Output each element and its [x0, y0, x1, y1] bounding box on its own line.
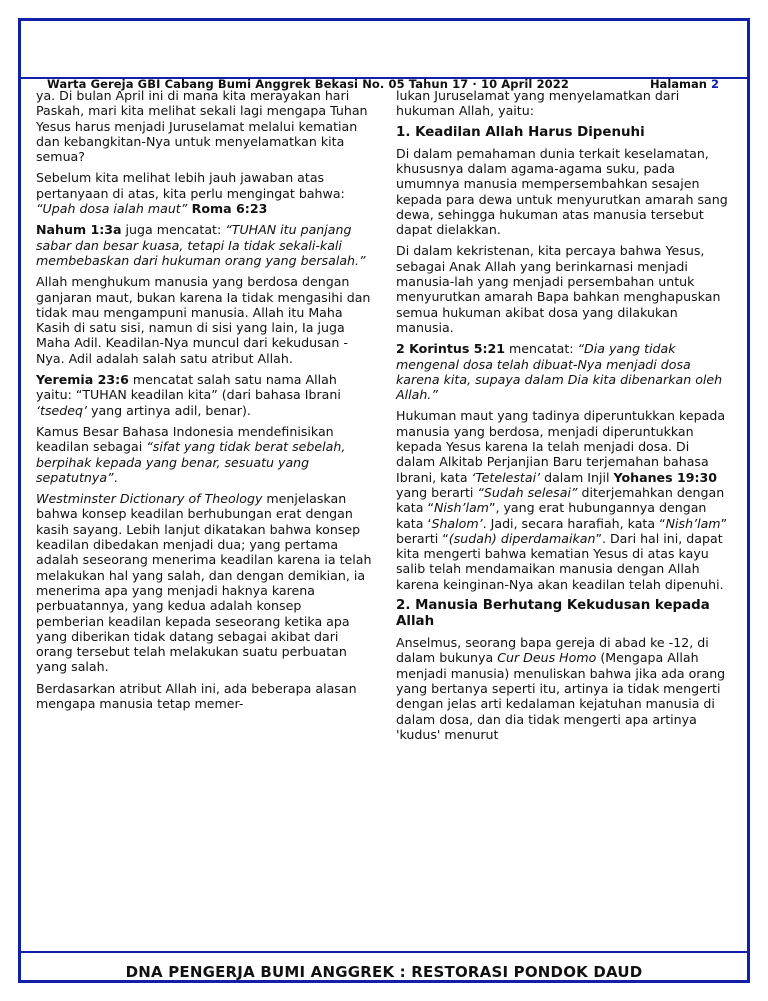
- paragraph: [396, 341, 732, 402]
- text-run: ”. Dari hal ini, dapat kita mengerti bahwa kematian Yesus di atas kayu salib telah mendamaikan manusia dengan Allah karena keinginan-Nya akan keadilan telah dipenuhi.: [396, 530, 724, 592]
- hebrew-term: Nish’lam: [433, 500, 489, 516]
- text-run: mencatat:: [505, 341, 578, 357]
- scripture-quote: “Upah dosa ialah maut”: [36, 201, 188, 217]
- paragraph: [36, 372, 372, 418]
- text-run: mencatat salah satu nama Allah yaitu: “TUHAN keadilan kita” (dari bahasa Ibrani: [36, 372, 341, 403]
- section-heading-1: 1. Keadilan Allah Harus Dipenuhi: [396, 124, 645, 140]
- paragraph: [36, 222, 372, 268]
- page-number-value: 2: [710, 77, 719, 91]
- left-column: [36, 88, 372, 946]
- book-title: Westminster Dictionary of Theology: [36, 491, 263, 507]
- text-run: ” berarti “: [396, 515, 728, 546]
- scripture-reference: Nahum 1:3a: [36, 222, 122, 238]
- text-run: menjelaskan bahwa konsep keadilan berhubungan erat dengan kasih sayang. Lebih lanjut dikatakan bahwa konsep keadilan dibedakan menjadi dua; yang pertama adalah seseorang menerima keadilan karena ia telah melakukan hal yang salah, dan dengan demikian, ia menerima apa yang menjadi haknya karena perbuatannya, yang kedua adalah konsep pemberian keadilan kepada seseorang ketika apa yang diberikan tidak datang sebagai akibat dari orang tersebut telah melakukan suatu perbuatan yang salah.: [36, 491, 372, 675]
- paragraph: [36, 424, 372, 485]
- paragraph: Berdasarkan atribut Allah ini, ada beberapa alasan mengapa manusia tetap memer-: [36, 680, 357, 711]
- text-run: . Jadi, secara harafiah, kata “: [482, 515, 666, 531]
- paragraph: ya. Di bulan April ini di mana kita merayakan hari Paskah, mari kita melihat sekali lagi mengapa Tuhan Yesus harus menjadi Juruselamat melalui kematian dan kebangkitan-Nya untuk menyelamatkan kita semua?: [36, 88, 368, 165]
- footer-banner: DNA PENGERJA BUMI ANGGREK : RESTORASI PONDOK DAUD: [125, 963, 643, 981]
- paragraph: [396, 408, 732, 592]
- greek-term: ‘Tetelestai’: [471, 469, 541, 485]
- hebrew-term: Shalom’: [431, 515, 483, 531]
- text-run: yang berarti: [396, 484, 478, 500]
- paragraph: [36, 491, 372, 675]
- scripture-reference: 2 Korintus 5:21: [396, 341, 506, 357]
- header-title: Warta Gereja GBI Cabang Bumi Anggrek Bekasi No. 05 Tahun 17 · 10 April 2022: [47, 77, 569, 91]
- text-run: yang artinya adil, benar).: [87, 402, 251, 418]
- article-columns: [36, 88, 732, 946]
- text-run: Sebelum kita melihat lebih jauh jawaban atas pertanyaan di atas, kita perlu mengingat bahwa:: [36, 170, 345, 201]
- footer-rule: [21, 951, 747, 953]
- page-header: [21, 21, 747, 91]
- text-run: Kamus Besar Bahasa Indonesia mendefinisikan keadilan sebagai: [36, 423, 334, 455]
- text-run: ”, yang erat hubungannya dengan kata ‘: [396, 500, 707, 531]
- page-label-text: Halaman: [649, 77, 707, 91]
- text-run: .: [113, 469, 118, 485]
- translation-quote: (sudah) diperdamaikan: [448, 530, 596, 546]
- paragraph: lukan Juruselamat yang menyelamatkan dari hukuman Allah, yaitu:: [396, 88, 680, 119]
- translation-quote: “Sudah selesai”: [477, 484, 578, 500]
- definition-quote: “sifat yang tidak berat sebelah, berpihak kepada yang benar, sesuatu yang sepatutnya”: [36, 439, 346, 485]
- paragraph: [396, 635, 732, 742]
- paragraph: Di dalam kekristenan, kita percaya bahwa Yesus, sebagai Anak Allah yang berinkarnasi menjadi manusia-lah yang menjadi persembahan untuk menyurutkan amarah Bapa bahkan menghapuskan semua hukuman akibat dosa yang dilakukan manusia.: [396, 243, 721, 335]
- text-run: dalam Injil: [540, 469, 614, 485]
- paragraph: [36, 170, 372, 216]
- scripture-quote: “TUHAN itu panjang sabar dan besar kuasa, tetapi Ia tidak sekali-kali membebaskan dari hukuman orang yang bersalah.”: [36, 222, 366, 268]
- text-run: (Mengapa Allah menjadi manusia) menuliskan bahwa jika ada orang yang bertanya seperti itu, artinya ia tidak mengerti dengan jelas arti kedalaman kejatuhan manusia di dalam dosa, dan dia tidak mengerti apa artinya 'kudus' menurut: [396, 650, 726, 742]
- text-run: Hukuman maut yang tadinya diperuntukkan kepada manusia yang berdosa, menjadi diperuntukkan kepada Yesus karena Ia telah menjadi dosa. Di dalam Alkitab Perjanjian Baru terjemahan bahasa Ibrani, kata: [396, 408, 726, 485]
- scripture-reference: Yohanes 19:30: [613, 469, 718, 485]
- hebrew-term: ‘tsedeq’: [36, 402, 87, 418]
- book-title: Cur Deus Homo: [497, 650, 597, 666]
- right-column: [396, 88, 732, 946]
- paragraph: Di dalam pemahaman dunia terkait keselamatan, khususnya dalam agama-agama suku, pada umumnya manusia mempersembahkan sesajen kepada para dewa untuk menyurutkan amarah sang dewa, sehingga hukuman atas manusia tersebut dapat dielakkan.: [396, 145, 728, 238]
- hebrew-term: Nish’lam: [665, 515, 721, 531]
- text-run: diterjemahkan dengan kata “: [396, 484, 725, 516]
- section-number: 2.: [396, 597, 411, 613]
- scripture-quote: “Dia yang tidak mengenal dosa telah dibuat-Nya menjadi dosa karena kita, supaya dalam Dia kita dibenarkan oleh Allah.”: [396, 341, 723, 403]
- section-heading-2: [396, 598, 732, 630]
- paragraph: Allah menghukum manusia yang berdosa dengan ganjaran maut, bukan karena Ia tidak mengasihi dan tidak mau mengampuni manusia. Allah itu Maha Kasih di satu sisi, namun di sisi yang lain, Ia juga Maha Adil. Keadilan-Nya muncul dari kekudusan -Nya. Adil adalah salah satu atribut Allah.: [36, 274, 371, 366]
- text-run: Anselmus, seorang bapa gereja di abad ke -12, di dalam bukunya: [396, 635, 709, 666]
- scripture-reference: Yeremia 23:6: [36, 372, 129, 388]
- scripture-reference: Roma 6:23: [187, 201, 268, 217]
- section-title: Manusia Berhutang Kekudusan kepada Allah: [396, 597, 710, 630]
- text-run: juga mencatat:: [121, 222, 226, 238]
